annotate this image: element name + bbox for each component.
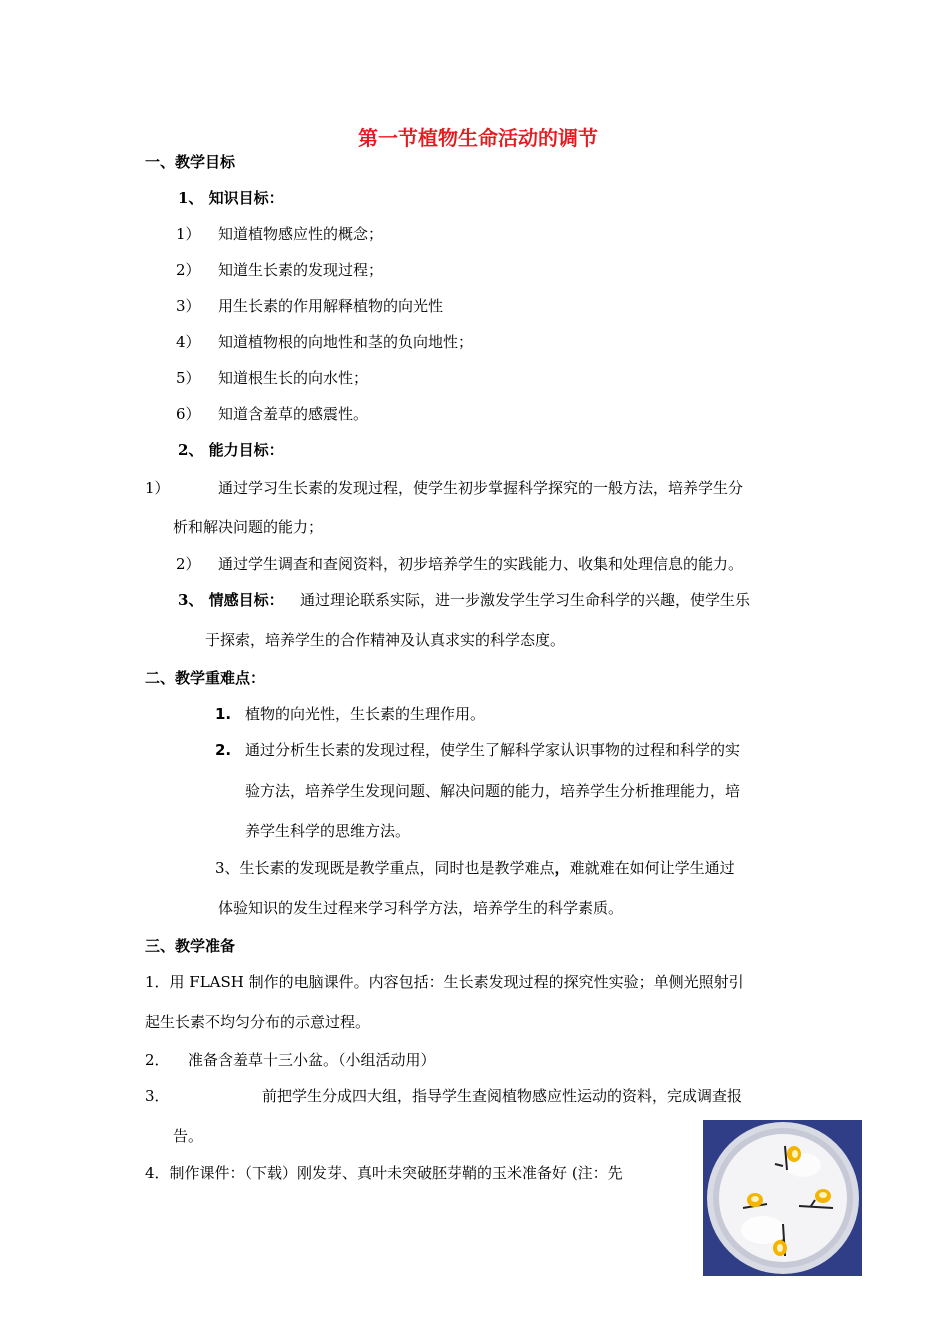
section-1-heading: 一、教学目标 — [145, 153, 236, 171]
knowledge-item-text: 用生长素的作用解释植物的向光性 — [218, 297, 444, 315]
ability-goals-heading: 2、 能力目标： — [178, 441, 284, 459]
keypoint-text: 通过分析生长素的发现过程，使学生了解科学家认识事物的过程和科学的实 — [245, 741, 741, 759]
knowledge-item-text: 知道生长素的发现过程； — [218, 261, 384, 279]
prep-item-text: 1．用 FLASH 制作的电脑课件。内容包括：生长素发现过程的探究性实验；单侧光照射引 — [145, 973, 744, 991]
knowledge-item-number: 1） — [176, 225, 201, 243]
section-2-heading: 二、教学重难点： — [145, 669, 266, 687]
ability-item-text: 析和解决问题的能力； — [173, 518, 324, 536]
knowledge-item-text: 知道含羞草的感震性。 — [218, 405, 369, 423]
emotion-goals-label: 3、 情感目标： — [178, 591, 284, 609]
prep-item-text: 起生长素不均匀分布的示意过程。 — [145, 1013, 371, 1031]
prep-item-number: 2． — [145, 1051, 170, 1069]
knowledge-item-text: 知道根生长的向水性； — [218, 369, 369, 387]
emotion-goals-text: 于探索，培养学生的合作精神及认真求实的科学态度。 — [205, 631, 566, 649]
prep-item-number: 3． — [145, 1087, 170, 1105]
knowledge-item-text: 知道植物感应性的概念； — [218, 225, 384, 243]
section-3-heading: 三、教学准备 — [145, 937, 236, 955]
keypoint-text: 养学生科学的思维方法。 — [245, 822, 411, 840]
keypoint-text-a: 3、生长素的发现既是教学重点，同时也是教学难点 — [215, 859, 555, 877]
petri-dish-illustration — [703, 1120, 862, 1276]
prep-item-text: 前把学生分成四大组，指导学生查阅植物感应性运动的资料，完成调查报 — [262, 1087, 743, 1105]
keypoint-text — [215, 858, 735, 878]
prep-item-text: 4．制作课件：（下载）刚发芽、真叶未突破胚芽鞘的玉米准备好 (注：先 — [145, 1164, 623, 1182]
ability-item-text: 通过学生调查和查阅资料，初步培养学生的实践能力、收集和处理信息的能力。 — [218, 555, 744, 573]
prep-item-text: 告。 — [173, 1127, 204, 1145]
keypoint-number: 2. — [215, 741, 232, 759]
knowledge-item-number: 4） — [176, 333, 201, 351]
knowledge-item-number: 2） — [176, 261, 201, 279]
knowledge-item-text: 知道植物根的向地性和茎的负向地性； — [218, 333, 474, 351]
keypoint-bold-comma: ， — [554, 859, 570, 877]
emotion-goals-text: 通过理论联系实际，进一步激发学生学习生命科学的兴趣，使学生乐 — [300, 591, 751, 609]
keypoint-text: 植物的向光性，生长素的生理作用。 — [245, 705, 486, 723]
keypoint-text: 体验知识的发生过程来学习科学方法，培养学生的科学素质。 — [218, 899, 624, 917]
keypoint-number: 1. — [215, 705, 232, 723]
petri-dish-photo — [703, 1120, 862, 1276]
keypoint-text: 验方法，培养学生发现问题、解决问题的能力，培养学生分析推理能力，培 — [245, 782, 741, 800]
knowledge-item-number: 3） — [176, 297, 201, 315]
ability-item-number: 2） — [176, 555, 201, 573]
page-title: 第一节植物生命活动的调节 — [358, 126, 598, 150]
ability-item-text: 通过学习生长素的发现过程，使学生初步掌握科学探究的一般方法，培养学生分 — [218, 479, 744, 497]
prep-item-text: 准备含羞草十三小盆。（小组活动用） — [188, 1051, 436, 1069]
knowledge-goals-heading: 1、 知识目标： — [178, 189, 284, 207]
keypoint-text-c: 难就难在如何让学生通过 — [569, 859, 735, 877]
knowledge-item-number: 5） — [176, 369, 201, 387]
knowledge-item-number: 6） — [176, 405, 201, 423]
ability-item-number: 1） — [145, 479, 170, 497]
